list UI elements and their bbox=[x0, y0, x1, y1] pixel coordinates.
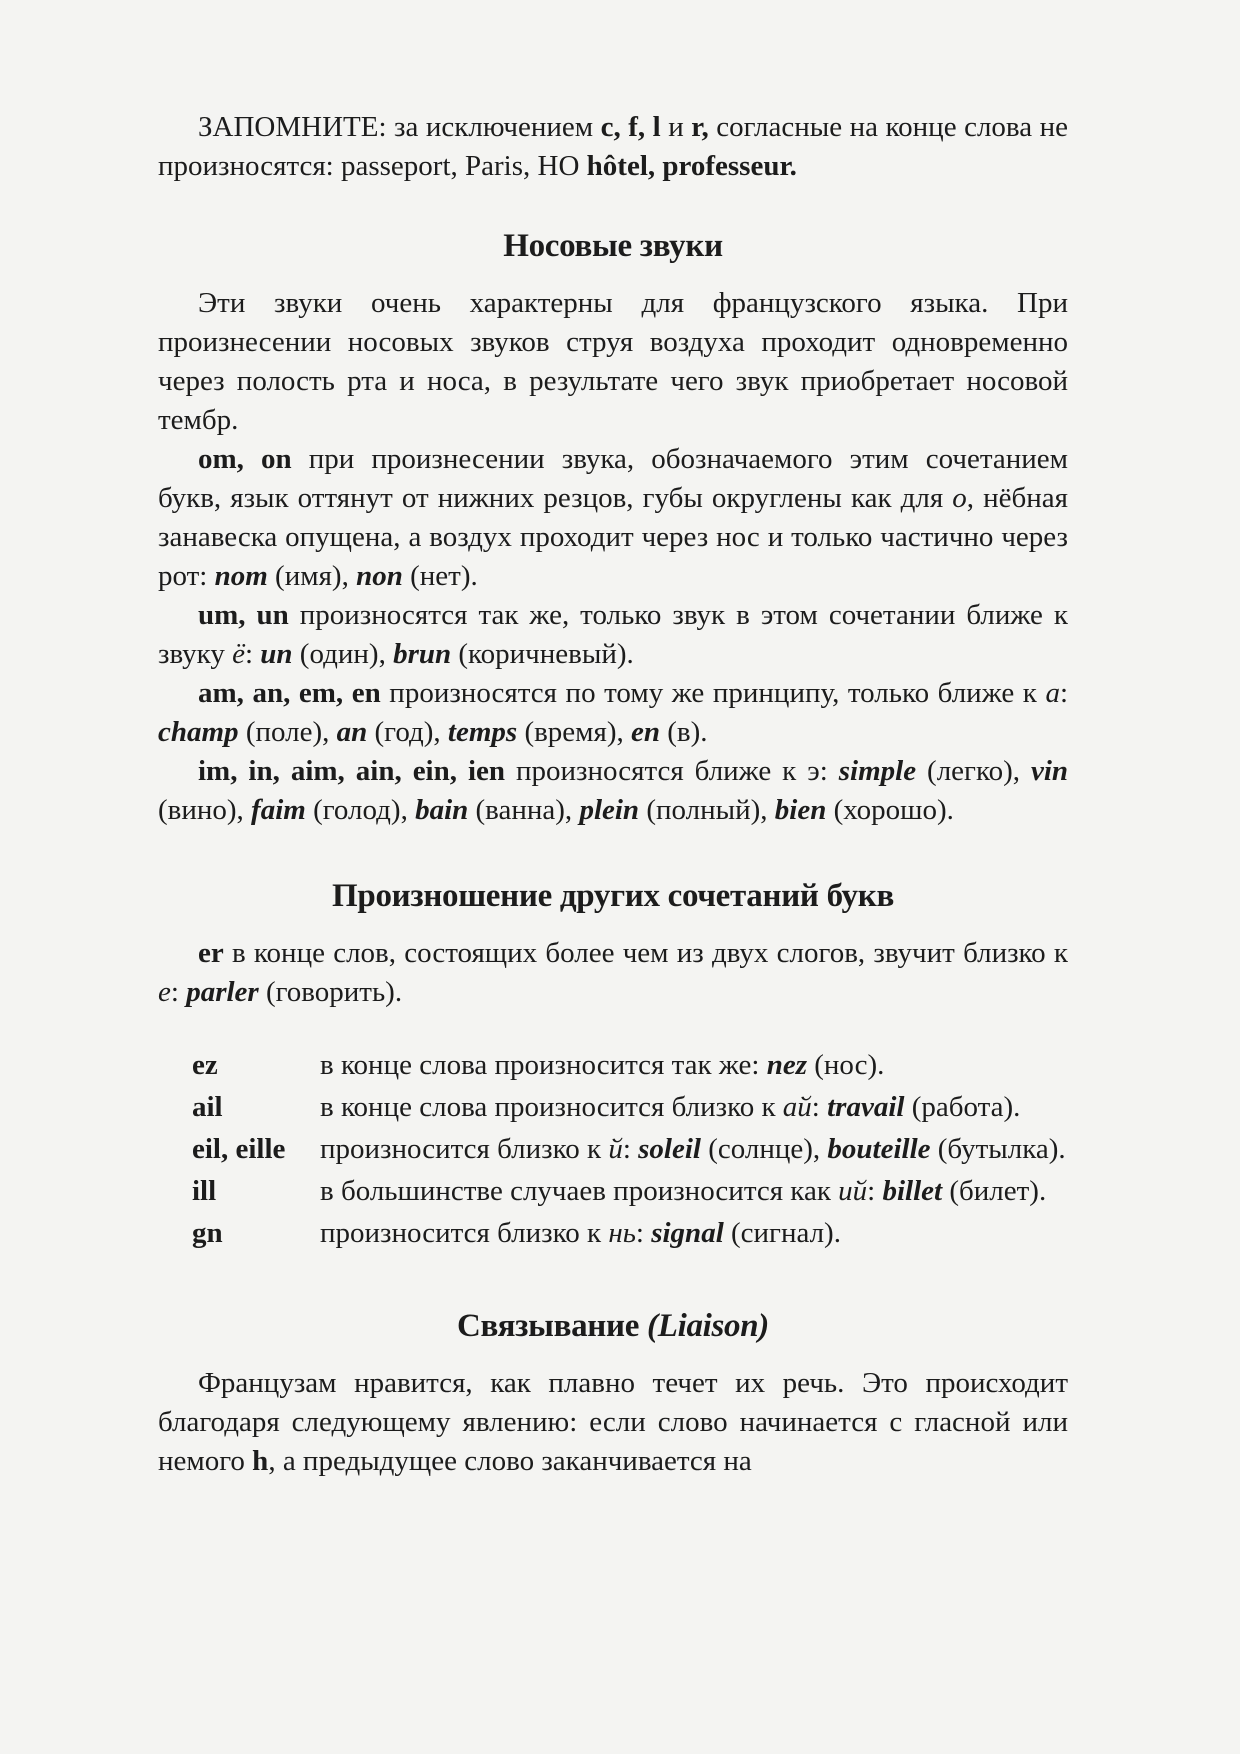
text: : bbox=[635, 1217, 652, 1249]
key: am, an, em, en bbox=[198, 677, 381, 709]
text: (вино), bbox=[158, 794, 252, 826]
sound: ай bbox=[782, 1091, 812, 1123]
text: , нёбная занавеска опущена, а воздух проходит через нос и только частично через рот: bbox=[158, 482, 1068, 592]
text: (в). bbox=[660, 716, 708, 748]
section-title-liaison bbox=[158, 1306, 1068, 1346]
remember-label: ЗАПОМНИТЕ: bbox=[198, 111, 387, 143]
description bbox=[320, 1172, 1068, 1214]
key: um, un bbox=[198, 599, 289, 631]
sound: й bbox=[608, 1133, 623, 1165]
combination: ez bbox=[192, 1049, 218, 1081]
sound: а bbox=[1045, 677, 1060, 709]
text: : bbox=[1059, 677, 1068, 709]
nasal-um-paragraph bbox=[158, 596, 1068, 674]
example: en bbox=[631, 716, 661, 748]
title-italic: (Liaison) bbox=[647, 1308, 769, 1344]
sound: ий bbox=[838, 1175, 868, 1207]
letter-r: r, bbox=[691, 111, 709, 143]
section-title-other: Произношение других сочетаний букв bbox=[332, 878, 894, 914]
text: : bbox=[622, 1133, 639, 1165]
text: : bbox=[811, 1091, 828, 1123]
text: (бутылка). bbox=[930, 1133, 1066, 1165]
nasal-intro: Эти звуки очень характерны для французского языка. При произнесении носовых звуков струя воздуха проходит одновременно через полость рта и носа, в результате чего звук приобретает носовой тембр. bbox=[158, 287, 1068, 436]
text: произносятся так же, только звук в этом сочетании ближе к звуку bbox=[158, 599, 1068, 670]
word-hotel: hôtel, bbox=[586, 150, 656, 182]
key: er bbox=[198, 937, 224, 969]
nasal-om-paragraph bbox=[158, 440, 1068, 596]
nasal-im-paragraph bbox=[158, 752, 1068, 830]
sound: е bbox=[158, 976, 171, 1008]
nasal-am-paragraph bbox=[158, 674, 1068, 752]
letter-combinations-table bbox=[192, 1046, 1068, 1256]
example: brun bbox=[393, 638, 452, 670]
letters-cfl: c, f, l bbox=[600, 111, 661, 143]
description bbox=[320, 1214, 1068, 1256]
text: при произнесении звука, обозначаемого этим сочетанием букв, язык оттянут от нижних резцов, губы округлены как для bbox=[158, 443, 1068, 514]
remember-paragraph bbox=[158, 108, 1068, 186]
example: un bbox=[260, 638, 293, 670]
description bbox=[320, 1046, 1068, 1088]
text: (поле), bbox=[238, 716, 337, 748]
section-title-nasal: Носовые звуки bbox=[503, 228, 723, 264]
example: temps bbox=[447, 716, 518, 748]
text: (голод), bbox=[305, 794, 416, 826]
text: (говорить). bbox=[258, 976, 403, 1008]
text: (полный), bbox=[639, 794, 775, 826]
combination: gn bbox=[192, 1217, 223, 1249]
table-row bbox=[192, 1172, 1068, 1214]
text: в конце слова произносится так же: bbox=[320, 1049, 767, 1081]
text: (один), bbox=[292, 638, 394, 670]
text: : bbox=[867, 1175, 883, 1207]
example: faim bbox=[251, 794, 306, 826]
text: произносится близко к bbox=[320, 1133, 609, 1165]
example: nez bbox=[766, 1049, 807, 1081]
key: im, in, aim, ain, ein, ien bbox=[198, 755, 506, 787]
page-content bbox=[158, 108, 1068, 1481]
example: bouteille bbox=[827, 1133, 931, 1165]
word-professeur: professeur. bbox=[662, 150, 797, 182]
combination: ill bbox=[192, 1175, 217, 1207]
title-text: Связывание bbox=[456, 1308, 648, 1344]
text: (легко), bbox=[916, 755, 1031, 787]
example: champ bbox=[158, 716, 239, 748]
text: согласные на конце слова не произносятся: passeport, Paris, HO bbox=[158, 111, 1068, 182]
example: signal bbox=[651, 1217, 724, 1249]
example: billet bbox=[882, 1175, 943, 1207]
text: (солнце), bbox=[700, 1133, 828, 1165]
table-row bbox=[192, 1214, 1068, 1256]
text: (коричневый). bbox=[451, 638, 634, 670]
text: : bbox=[244, 638, 261, 670]
sound: ё bbox=[232, 638, 245, 670]
text: (год), bbox=[367, 716, 448, 748]
text: (сигнал). bbox=[723, 1217, 841, 1249]
key: om, on bbox=[198, 443, 292, 475]
example: travail bbox=[827, 1091, 905, 1123]
table-row bbox=[192, 1088, 1068, 1130]
text: (нет). bbox=[402, 560, 478, 592]
combination: ail bbox=[192, 1091, 223, 1123]
table-row bbox=[192, 1130, 1068, 1172]
example: bien bbox=[774, 794, 827, 826]
example: nom bbox=[214, 560, 268, 592]
description bbox=[320, 1088, 1068, 1130]
sound: o bbox=[952, 482, 967, 514]
description bbox=[320, 1130, 1068, 1172]
example: an bbox=[336, 716, 368, 748]
text: произносятся ближе к э: bbox=[505, 755, 839, 787]
text: произносятся по тому же принципу, только ближе к bbox=[380, 677, 1046, 709]
text: (время), bbox=[517, 716, 632, 748]
text: в конце слова произносится близко к bbox=[320, 1091, 783, 1123]
text: (работа). bbox=[904, 1091, 1021, 1123]
text: : bbox=[170, 976, 187, 1008]
text: (ванна), bbox=[468, 794, 580, 826]
text: (имя), bbox=[267, 560, 357, 592]
sound: нь bbox=[608, 1217, 636, 1249]
text: произносится близко к bbox=[320, 1217, 609, 1249]
example: soleil bbox=[638, 1133, 701, 1165]
letter-h: h bbox=[252, 1445, 269, 1477]
text: за исключением bbox=[386, 111, 601, 143]
combination: eil, eille bbox=[192, 1133, 286, 1165]
example: bain bbox=[415, 794, 469, 826]
text: и bbox=[660, 111, 692, 143]
text: , а предыдущее слово заканчивается на bbox=[268, 1445, 752, 1477]
text: (билет). bbox=[942, 1175, 1047, 1207]
example: simple bbox=[838, 755, 917, 787]
text: (нос). bbox=[806, 1049, 885, 1081]
other-er-paragraph bbox=[158, 934, 1068, 1012]
example: plein bbox=[579, 794, 640, 826]
example: non bbox=[356, 560, 403, 592]
text: (хорошо). bbox=[826, 794, 954, 826]
liaison-paragraph bbox=[158, 1364, 1068, 1481]
example: vin bbox=[1030, 755, 1069, 787]
table-row bbox=[192, 1046, 1068, 1088]
example: parler bbox=[186, 976, 259, 1008]
text: в конце слов, состоящих более чем из двух слогов, звучит близко к bbox=[223, 937, 1068, 969]
text: в большинстве случаев произносится как bbox=[320, 1175, 839, 1207]
text: Французам нравится, как плавно течет их речь. Это происходит благодаря следующему явлению: если слово начинается с гласной или немого bbox=[158, 1367, 1068, 1477]
